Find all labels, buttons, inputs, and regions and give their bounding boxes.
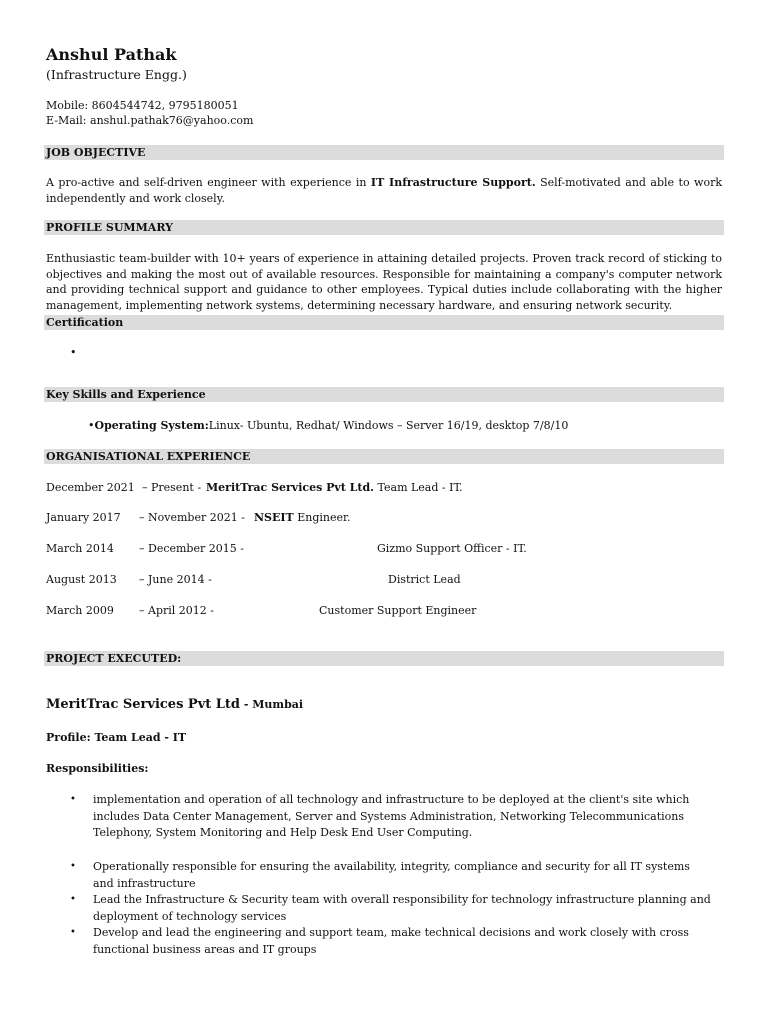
exp-end-date: – November 2021 - (139, 511, 245, 524)
project-profile: Profile: Team Lead - IT (46, 731, 187, 744)
exp-end-date: – December 2015 - (139, 542, 244, 555)
responsibility-item: implementation and operation of all technology and infrastructure to be deployed at the client's site which includes Data Center Management, Server and Systems Administration, Networking Telecommunications Telephony, System Monitoring and Help Desk End User Computing. (93, 793, 690, 839)
profile-summary-heading: PROFILE SUMMARY (44, 220, 724, 235)
responsibility-bullet: • (70, 861, 76, 872)
job-objective-text (46, 175, 722, 206)
job-objective-text-c: Self-motivated and able to work independently and work closely. (46, 176, 722, 205)
exp-title: Customer Support Engineer (319, 604, 477, 617)
exp-title: Engineer. (293, 511, 351, 524)
exp-end-date: – June 2014 - (139, 573, 212, 586)
job-objective-text-a: A pro-active and self-driven engineer with experience in (46, 176, 371, 189)
exp-start-date: August 2013 (46, 573, 117, 586)
candidate-name: Anshul Pathak (46, 45, 177, 64)
skill-value: Linux- Ubuntu, Redhat/ Windows – Server 16/19, desktop 7/8/10 (208, 419, 569, 432)
exp-title: Gizmo Support Officer - IT. (377, 542, 527, 555)
project-heading: PROJECT EXECUTED: (44, 651, 724, 666)
certification-bullet: • (70, 346, 77, 359)
exp-start-date: March 2014 (46, 542, 114, 555)
certification-heading: Certification (44, 315, 724, 330)
project-company-line (46, 697, 303, 712)
responsibility-item: Operationally responsible for ensuring the availability, integrity, compliance and security for all IT systems and infrastructure (93, 860, 690, 890)
skill-bullet: • (88, 419, 95, 432)
mobile-numbers: Mobile: 8604544742, 9795180051 (46, 99, 239, 112)
exp-start-date: December 2021 (46, 481, 135, 494)
project-location: - Mumbai (240, 698, 304, 711)
exp-org: NSEIT (254, 511, 294, 524)
responsibility-item: Lead the Infrastructure & Security team with overall responsibility for technology infrastructure planning and deployment of technology services (93, 893, 711, 923)
skill-label: Operating System: (94, 419, 209, 432)
exp-role (206, 481, 463, 494)
job-objective-heading: JOB OBJECTIVE (44, 145, 724, 160)
exp-org: MeritTrac Services Pvt Ltd. (206, 481, 375, 494)
profile-summary-text: Enthusiastic team-builder with 10+ years of experience in attaining detailed projects. Proven track record of sticking to objectives and making the most out of available resources. Responsible for maintaining a company's computer network and providing technical support and guidance to other employees. Typical duties include collaborating with the higher management, implementing network systems, determining necessary hardware, and ensuring network security. (46, 252, 722, 312)
responsibility-bullet: • (70, 927, 76, 938)
exp-end-date: – Present - (142, 481, 202, 494)
exp-title: District Lead (388, 573, 461, 586)
responsibilities-heading: Responsibilities: (46, 762, 149, 775)
skill-item (88, 419, 568, 432)
key-skills-heading: Key Skills and Experience (44, 387, 724, 402)
exp-end-date: – April 2012 - (139, 604, 214, 617)
project-company: MeritTrac Services Pvt Ltd (46, 697, 241, 712)
experience-heading: ORGANISATIONAL EXPERIENCE (44, 449, 724, 464)
responsibility-bullet: • (70, 794, 76, 805)
responsibility-bullet: • (70, 894, 76, 905)
exp-start-date: March 2009 (46, 604, 114, 617)
exp-role (254, 511, 351, 524)
exp-start-date: January 2017 (46, 511, 121, 524)
job-objective-highlight: IT Infrastructure Support. (370, 176, 536, 189)
exp-title: Team Lead - IT. (374, 481, 463, 494)
email-address: E-Mail: anshul.pathak76@yahoo.com (46, 114, 254, 127)
candidate-title: (Infrastructure Engg.) (46, 67, 187, 82)
responsibility-item: Develop and lead the engineering and support team, make technical decisions and work closely with cross functional business areas and IT groups (93, 926, 689, 956)
